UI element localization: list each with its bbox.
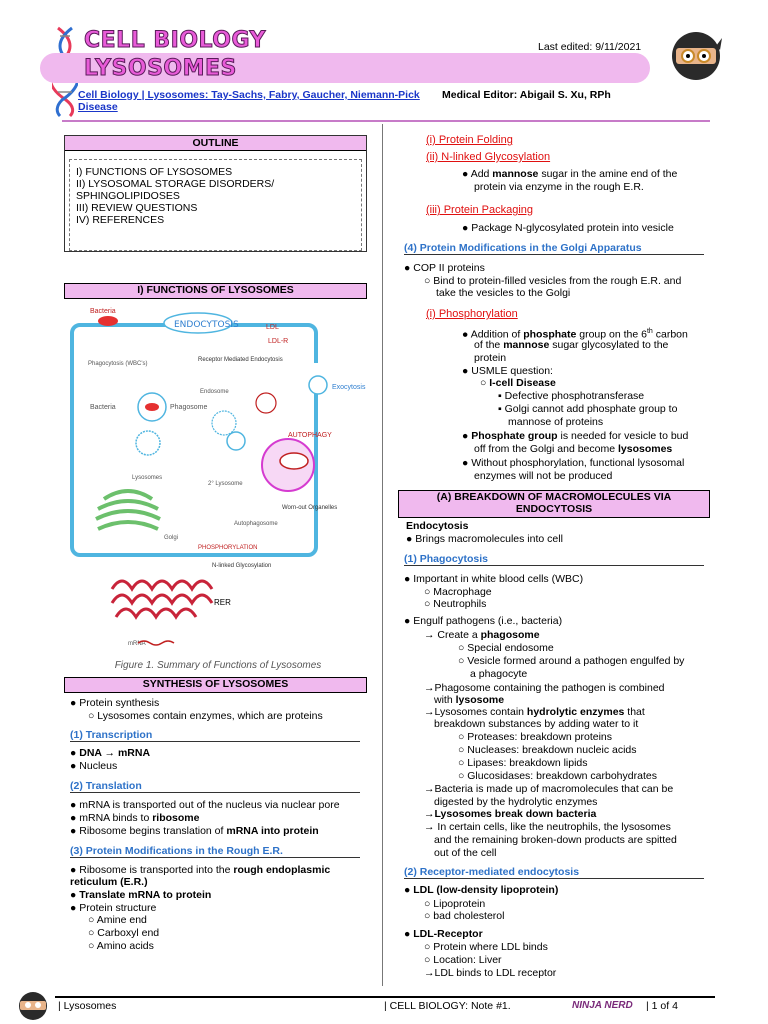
phos-text: Addition of	[470, 328, 524, 341]
certain-text-2: and the remaining broken-down products are spitted	[434, 834, 677, 846]
header-divider	[62, 120, 710, 122]
fig-label-endosome: Endosome	[200, 389, 229, 395]
create-text: → Create a	[424, 629, 481, 641]
bacteria-text-2: digested by the hydrolytic enzymes	[434, 796, 598, 808]
combined-text-2: with	[434, 694, 456, 706]
icell-text: I-cell Disease	[489, 377, 556, 389]
fig-label-phagocytosis: Phagocytosis (WBC's)	[88, 361, 148, 367]
figure-caption: Figure 1. Summary of Functions of Lysosomes	[114, 660, 322, 671]
hydro-text: →Lysosomes contain	[424, 706, 527, 718]
breakdown-title-1: (A) BREAKDOWN OF MACROMOLECULES VIA	[436, 491, 672, 503]
phos-sup: th	[646, 328, 653, 335]
footer-rule	[55, 996, 715, 998]
footer-brand-logo: NINJA NERD	[572, 1000, 633, 1011]
bullet-item: ● Brings macromolecules into cell	[406, 533, 563, 545]
sub-bullet-item: ○ Lipases: breakdown lipids	[458, 757, 588, 769]
fig-label-2nd-lysosome: 2° Lysosome	[208, 481, 243, 487]
sub-sub-bullet: ▪ Defective phosphotransferase	[498, 390, 645, 402]
phos-text-4: of the	[474, 339, 504, 351]
footer-left: | Lysosomes	[58, 1000, 117, 1012]
bullet-item: ● COP II proteins	[404, 262, 485, 274]
sub-bullet-item: ○ Protein where LDL binds	[424, 941, 548, 953]
footer-note: CELL BIOLOGY: Note #1.	[389, 1000, 511, 1012]
fig-label-autophagosome: Autophagosome	[234, 521, 278, 527]
certain-text: → In certain cells, like the neutrophils, the lysosomes	[424, 821, 671, 833]
bullet-item: ● Nucleus	[70, 760, 118, 772]
outline-item[interactable]: I) FUNCTIONS OF LYSOSOMES	[76, 166, 233, 178]
fig-label-golgi: Golgi	[164, 535, 179, 541]
heading-phagocytosis: (1) Phagocytosis	[404, 553, 704, 566]
add-text-3: protein via enzyme in the rough E.R.	[474, 181, 644, 193]
heading-rough-er: (3) Protein Modifications in the Rough E.R.	[70, 845, 360, 858]
sub-bullet-item: ○ Lipoprotein	[424, 898, 486, 910]
rer-text-1: Ribosome is transported into the	[79, 864, 234, 876]
section-title-breakdown	[398, 490, 710, 518]
bullet-item: ● Protein structure	[70, 902, 157, 914]
lipo-text: Lipoprotein	[433, 898, 486, 910]
heading-translation: (2) Translation	[70, 780, 360, 793]
bullet-item: ● Package N-glycosylated protein into vesicle	[462, 222, 674, 234]
wp-text-2: enzymes will not be produced	[474, 470, 613, 482]
copii-sub-2: take the vesicles to the Golgi	[436, 287, 571, 299]
outline-item[interactable]: III) REVIEW QUESTIONS	[76, 202, 198, 214]
dna-mrna-text: DNA → mRNA	[79, 747, 151, 759]
certain-text-3: out of the cell	[434, 847, 497, 859]
column-divider	[382, 124, 383, 986]
footer-page: | 1 of 4	[646, 1000, 678, 1012]
add-text: Add	[470, 168, 493, 180]
glucosidases-text: Glucosidases: breakdown carbohydrates	[467, 770, 657, 782]
combined-text: →Phagosome containing the pathogen is combined	[424, 682, 665, 694]
nucleus-text: Nucleus	[79, 760, 118, 772]
translation-text-3: Ribosome begins translation of	[79, 825, 227, 837]
sub-bullet-item: ○ bad cholesterol	[424, 910, 505, 922]
engulf-text: Engulf pathogens (i.e., bacteria)	[413, 615, 563, 627]
outline-title: OUTLINE	[65, 136, 366, 151]
medical-editor: Medical Editor: Abigail S. Xu, RPh	[442, 89, 611, 101]
bullet-item: ● mRNA is transported out of the nucleus via nuclear pore	[70, 799, 340, 811]
bullet-item: ● USMLE question:	[462, 365, 553, 377]
bullet-item: ● LDL (low-density lipoprotein)	[404, 884, 559, 896]
page-title-line2: LYSOSOMES	[84, 56, 237, 81]
fig-label-nglyc: N-linked Glycosylation	[212, 563, 272, 569]
sub-bullet-item: ○ Bind to protein-filled vesicles from the rough E.R. and	[424, 275, 682, 287]
golgi-cannot-text-2: mannose of proteins	[508, 416, 604, 428]
sub-bullet-item: ○ Macrophage	[424, 586, 492, 598]
fig-label-ldlr: LDL-R	[268, 338, 289, 345]
pg-text-2: off from the Golgi and become	[474, 443, 618, 455]
ldlr-sub-1: Protein where LDL binds	[433, 941, 548, 953]
ldl-text: LDL (low-density lipoprotein)	[413, 884, 559, 896]
bullet-item: ● Without phosphorylation, functional lysosomal	[462, 457, 685, 469]
ldlr-text: LDL-Receptor	[413, 928, 483, 940]
heading-receptor-mediated: (2) Receptor-mediated endocytosis	[404, 866, 704, 879]
bullet-item: ● Engulf pathogens (i.e., bacteria)	[404, 615, 563, 627]
bullet-item: ● Addition of phosphate group on the 6th carbon	[462, 328, 688, 341]
rer-text-2: Translate mRNA to protein	[79, 889, 212, 901]
pg-text: is needed for vesicle to bud	[557, 430, 689, 442]
ldlr-sub-3: →LDL binds to LDL receptor	[424, 967, 557, 979]
endocytosis-heading: Endocytosis	[406, 520, 469, 532]
wp-text: Without phosphorylation, functional lysosomal	[471, 457, 685, 469]
bullet-item: ● Phosphate group is needed for vesicle to bud	[462, 430, 689, 442]
bullet-item: ● Translate mRNA to protein	[70, 889, 212, 901]
fig-label-lysosomes: Lysosomes	[132, 475, 163, 481]
last-edited: Last edited: 9/11/2021	[538, 41, 642, 53]
sub-bullet-item: ○ Carboxyl end	[88, 927, 160, 939]
bullet-item: ● DNA → mRNA	[70, 747, 151, 759]
phos-text-bold: phosphate	[523, 328, 577, 341]
hydro-line	[424, 706, 645, 718]
fig-label-ldl: LDL	[266, 324, 279, 331]
page-number: 1 of 4	[651, 1000, 678, 1012]
bacteria-text: →Bacteria is made up of macromolecules that can be	[424, 783, 674, 795]
vesicle-text: Vesicle formed around a pathogen engulfed by	[467, 655, 685, 667]
lipases-text: Lipases: breakdown lipids	[467, 757, 588, 769]
heading-transcription: (1) Transcription	[70, 729, 360, 742]
nucleases-text: Nucleases: breakdown nucleic acids	[467, 744, 637, 756]
section-title-functions: I) FUNCTIONS OF LYSOSOMES	[64, 283, 367, 299]
add-text-2: sugar in the amine end of the	[538, 168, 678, 180]
copii-text: COP II proteins	[413, 262, 485, 274]
outline-item[interactable]: IV) REFERENCES	[76, 214, 165, 226]
phos-text-6: protein	[474, 352, 507, 364]
rer-text-1-bold: rough endoplasmic reticulum (E.R.)	[70, 864, 331, 889]
fig-label-bacteria-inside: Bacteria	[90, 404, 116, 411]
sub-bullet-item: ○ Nucleases: breakdown nucleic acids	[458, 744, 637, 756]
proteases-text: Proteases: breakdown proteins	[467, 731, 613, 743]
footer-ninja-icon	[14, 990, 52, 1022]
sub-bullet-item: ○ Special endosome	[458, 642, 554, 654]
fig-label-exocytosis: Exocytosis	[332, 384, 366, 391]
sub-sub-bullet: ▪ Golgi cannot add phosphate group to	[498, 403, 678, 415]
arrow-item	[424, 629, 540, 641]
bullet-item: ● Ribosome is transported into the rough endoplasmic reticulum (E.R.)	[70, 864, 331, 889]
sub-bullet-item: ○ Glucosidases: breakdown carbohydrates	[458, 770, 657, 782]
heading-protein-folding: (i) Protein Folding	[426, 134, 513, 146]
structure-amino: Amino acids	[96, 940, 154, 952]
breakdown-title-2: ENDOCYTOSIS	[515, 503, 593, 515]
heading-phosphorylation: (i) Phosphorylation	[426, 308, 518, 320]
rer-text-3: Protein structure	[79, 902, 157, 914]
fig-label-bacteria: Bacteria	[90, 308, 116, 315]
structure-carboxyl: Carboxyl end	[97, 927, 160, 939]
phos-text-2: group on the 6	[576, 328, 647, 341]
combined-line-2	[434, 694, 504, 706]
combined-text-2-bold: lysosome	[455, 694, 505, 706]
outline-box	[64, 135, 367, 252]
bullet-item: ● Add mannose sugar in the amine end of the	[462, 168, 678, 180]
bullet-item: ● mRNA binds to ribosome	[70, 812, 200, 824]
protein-synthesis-text: Protein synthesis	[79, 697, 160, 709]
page-title-line1: CELL BIOLOGY	[84, 28, 266, 53]
translation-text-2-bold: ribosome	[152, 812, 200, 824]
outline-item[interactable]: SPHINGOLIPIDOSES	[76, 190, 180, 202]
lysosome-functions-figure	[68, 303, 368, 655]
fig-label-endocytosis: ENDOCYTOSIS	[174, 320, 239, 330]
section-title-synthesis: SYNTHESIS OF LYSOSOMES	[64, 677, 367, 693]
fig-label-autophagy: AUTOPHAGY	[288, 432, 332, 439]
sub-bullet-item: ○ Proteases: breakdown proteins	[458, 731, 613, 743]
ldlr-sub-2: Location: Liver	[433, 954, 502, 966]
create-text-bold: phagosome	[480, 629, 540, 641]
golgi-cannot-text: Golgi cannot add phosphate group to	[504, 403, 678, 415]
translation-text-1: mRNA is transported out of the nucleus via nuclear pore	[79, 799, 340, 811]
fig-label-phosphorylation: PHOSPHORYLATION	[198, 545, 258, 551]
hydro-text-3: breakdown substances by adding water to it	[434, 718, 639, 730]
sub-bullet-item: ○ Location: Liver	[424, 954, 502, 966]
fig-label-receptor: Receptor Mediated Endocytosis	[198, 357, 283, 363]
sub-bullet-item: ○ I-cell Disease	[480, 377, 556, 389]
footer-mid: | CELL BIOLOGY: Note #1.	[384, 1000, 511, 1012]
wbc-text: Important in white blood cells (WBC)	[413, 573, 584, 585]
ninja-mascot-icon	[670, 28, 722, 86]
heading-packaging: (iii) Protein Packaging	[426, 204, 533, 216]
macro-text: Macrophage	[433, 586, 492, 598]
pg-line-2	[474, 443, 672, 455]
enzymes-text: Lysosomes contain enzymes, which are proteins	[97, 710, 323, 722]
special-text: Special endosome	[467, 642, 554, 654]
usmle-text: USMLE question:	[471, 365, 553, 377]
heading-n-linked: (ii) N-linked Glycosylation	[426, 151, 551, 163]
bullet-item: ● LDL-Receptor	[404, 928, 483, 940]
hydro-text-2: that	[624, 706, 645, 718]
topic-link[interactable]: Cell Biology | Lysosomes: Tay-Sachs, Fabry, Gaucher, Niemann-Pick Disease	[78, 89, 420, 113]
fig-label-rer: RER	[214, 598, 231, 607]
heading-golgi: (4) Protein Modifications in the Golgi Apparatus	[404, 242, 704, 255]
sub-bullet-item: ○ Amino acids	[88, 940, 154, 952]
sub-bullet-item: ○ Neutrophils	[424, 598, 487, 610]
outline-list	[69, 159, 362, 251]
lys-break-text: →Lysosomes break down bacteria	[424, 808, 597, 820]
bullet-item: ● Ribosome begins translation of mRNA into protein	[70, 825, 319, 837]
pg-text-2-bold: lysosomes	[617, 443, 673, 455]
vesicle-text-2: a phagocyte	[470, 668, 528, 680]
pg-bold: Phosphate group	[471, 430, 558, 442]
add-text-bold: mannose	[492, 168, 539, 180]
translation-text-2: mRNA binds to	[79, 812, 153, 824]
outline-item[interactable]: II) LYSOSOMAL STORAGE DISORDERS/	[76, 178, 275, 190]
endo-sub-text: Brings macromolecules into cell	[415, 533, 563, 545]
hydro-text-bold: hydrolytic enzymes	[526, 706, 625, 718]
sub-bullet-item: ○ Lysosomes contain enzymes, which are proteins	[88, 710, 323, 722]
phos-text-5: sugar glycosylated to the	[549, 339, 669, 351]
defective-text: Defective phosphotransferase	[504, 390, 645, 402]
fig-label-mrna: mRNA	[128, 641, 146, 647]
translation-text-3-bold: mRNA into protein	[226, 825, 319, 837]
sub-bullet-item: ○ Vesicle formed around a pathogen engulfed by	[458, 655, 685, 667]
phos-text-4-bold: mannose	[503, 339, 550, 351]
pack-text: Package N-glycosylated protein into vesicle	[471, 222, 674, 234]
structure-amine: Amine end	[96, 914, 147, 926]
neutro-text: Neutrophils	[433, 598, 487, 610]
sub-bullet-item: ○ Amine end	[88, 914, 147, 926]
footer-topic: Lysosomes	[63, 1000, 117, 1012]
copii-sub: Bind to protein-filled vesicles from the rough E.R. and	[433, 275, 682, 287]
fig-label-worn-organelles: Worn-out Organelles	[282, 505, 338, 511]
badchol-text: bad cholesterol	[433, 910, 505, 922]
fig-label-phagosome: Phagosome	[170, 404, 208, 411]
bullet-item: ● Protein synthesis	[70, 697, 160, 709]
bullet-item: ● Important in white blood cells (WBC)	[404, 573, 584, 585]
phos-line-2	[474, 339, 668, 351]
phos-text-3: carbon	[652, 328, 688, 341]
